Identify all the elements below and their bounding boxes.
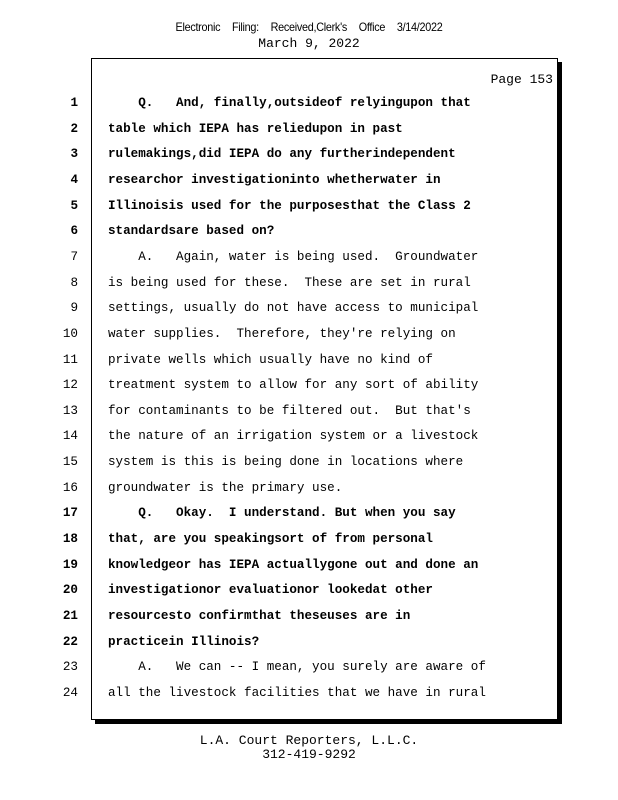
line-number: 5: [70, 198, 78, 213]
line-text: settings, usually do not have access to municipal: [108, 301, 479, 316]
line-number: 7: [70, 249, 78, 264]
line-text: the nature of an irrigation system or a livestock: [108, 429, 479, 444]
line-number: 18: [62, 532, 78, 547]
line-text: that, are you speakingsort of from personal: [108, 532, 433, 547]
line-number: 4: [70, 172, 78, 187]
line-number: 20: [62, 583, 78, 598]
line-text: knowledgeor has IEPA actuallygone out and done an: [108, 557, 479, 572]
line-text: researchor investigationinto whetherwater in: [108, 172, 441, 187]
line-text: groundwater is the primary use.: [108, 480, 343, 495]
line-number: 12: [62, 378, 78, 393]
line-text: table which IEPA has reliedupon in past: [108, 121, 403, 136]
line-number: 11: [62, 352, 78, 367]
line-text: Q. And, finally,outsideof relyingupon that: [108, 96, 471, 110]
reporter-name: L.A. Court Reporters, L.L.C.: [199, 733, 419, 748]
reporter-phone: 312-419-9292: [262, 747, 356, 762]
line-number: 8: [70, 275, 78, 290]
line-text: rulemakings,did IEPA do any furtherindependent: [108, 147, 456, 162]
line-text: private wells which usually have no kind of: [108, 352, 433, 367]
page-number: Page 153: [490, 72, 553, 87]
line-text: standardsare based on?: [108, 224, 275, 239]
line-text: practicein Illinois?: [108, 634, 260, 649]
line-text: investigationor evaluationor lookedat other: [108, 583, 433, 598]
line-text: A. We can -- I mean, you surely are aware of: [108, 660, 486, 675]
transcript-date: March 9, 2022: [258, 36, 360, 51]
line-text: system is this is being done in locations where: [108, 455, 464, 470]
line-number: 1: [70, 96, 78, 110]
line-number: 23: [62, 660, 78, 675]
line-text: Illinoisis used for the purposesthat the Class 2: [108, 198, 471, 213]
line-text: resourcesto confirmthat theseuses are in: [108, 609, 411, 623]
filing-stamp: Electronic Filing: Received,Clerk's Office 3/14/2022: [175, 20, 443, 34]
line-number: 14: [62, 429, 78, 444]
line-number: 3: [70, 147, 78, 162]
line-text: treatment system to allow for any sort of ability: [108, 378, 479, 393]
line-number: 16: [62, 480, 78, 495]
line-text: for contaminants to be filtered out. But that's: [108, 403, 471, 418]
line-number: 24: [62, 685, 78, 700]
line-number: 10: [62, 326, 78, 341]
line-number: 15: [62, 455, 78, 470]
line-text: is being used for these. These are set in rural: [108, 275, 471, 290]
line-number: 22: [62, 634, 78, 649]
line-text: all the livestock facilities that we have in rural: [108, 685, 486, 700]
line-number: 19: [62, 557, 78, 572]
line-number: 13: [62, 403, 78, 418]
line-number: 9: [70, 301, 78, 316]
line-number: 6: [70, 224, 78, 239]
transcript-page: [62, 58, 558, 720]
line-text: Q. Okay. I understand. But when you say: [108, 506, 456, 521]
line-text: water supplies. Therefore, they're relying on: [108, 326, 456, 341]
line-number: 21: [62, 609, 78, 623]
line-text: A. Again, water is being used. Groundwater: [108, 249, 479, 264]
line-number: 2: [70, 121, 78, 136]
line-number: 17: [62, 506, 78, 521]
